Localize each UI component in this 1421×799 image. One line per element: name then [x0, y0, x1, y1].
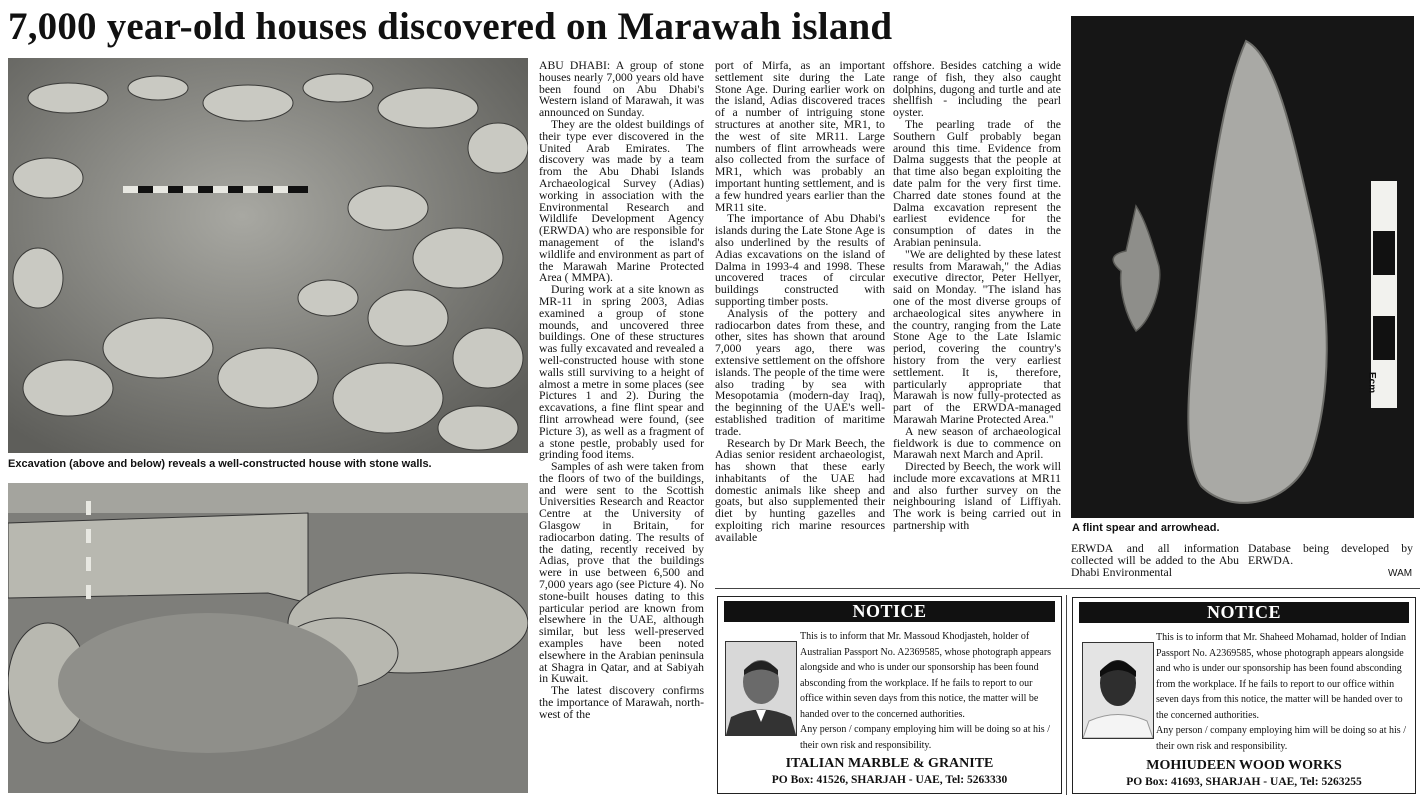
top-photo-caption: Excavation (above and below) reveals a well-constructed house with stone walls. [8, 458, 432, 470]
paragraph: ABU DHABI: A group of stone houses nearly 7,000 years old have been found on Abu Dhabi's Western island of Marawah, it was announced on Sunday. [539, 60, 704, 120]
paragraph: "We are delighted by these latest results from Marawah," the Adias executive director, Peter Hellyer, said on Monday. "The island has one of the most diverse groups of archaeological sites anywhere in the country, ranging from the Late Stone Age to the Late Islamic period, covering the country's history from the very earliest settlement. It is, therefore, particularly appropriate that Marawah is now fully-protected as part of the ERWDA-managed Marawah Marine Protected Area." [893, 247, 1061, 426]
paragraph: port of Mirfa, as an important settlement site during the Late Stone Age. During earlier work on the island, Adias discovered traces of a number of intriguing stone structures at another site, MR1, to the west of site MR11. Large numbers of flint arrowheads were also collected from the surface of MR1, which was probably an important hunting settlement, and is a few hundred years earlier than the MR11 site. [715, 60, 885, 214]
notice-warning: Any person / company employing him will be doing so at his / their own risk and responsibility. [1156, 725, 1406, 752]
news-agency-credit: WAM [1388, 568, 1413, 579]
paragraph: The latest discovery confirms the importance of Marawah, north-west of the [539, 684, 704, 721]
paragraph: offshore. Besides catching a wide range of fish, they also caught dolphins, dugong and turtle and ate shellfish - including the pearl oyster. [893, 60, 1061, 120]
notice-body [1156, 630, 1409, 754]
notice-body [800, 629, 1055, 753]
company-name: ITALIAN MARBLE & GRANITE [785, 756, 994, 771]
column-divider [1066, 595, 1067, 795]
notice-text: This is to inform that Mr. Shaheed Mohamad, holder of Indian Passport No. A2369585, whose photograph appears alongside and who is under our sponsorship has been found absconding from the workplace. If he fails to report to our office within seven days from this notice, the matter will be handed over to the concerned authorities. [1156, 632, 1406, 721]
paragraph: Analysis of the pottery and radiocarbon dates from these, and other, sites has shown that around 7,000 years ago, there was extensive settlement on the offshore islands. The people of the time were also trading by sea with Mesopotamia (modern-day Iraq), the beginning of the UAE's well-established tradition of maritime trade. [715, 306, 885, 438]
notice-title: NOTICE [724, 601, 1055, 622]
excavation-photo-top [8, 58, 528, 453]
absconder-photo [1082, 642, 1154, 739]
article-column-1 [539, 60, 704, 795]
company-name: MOHIUDEEN WOOD WORKS [1146, 758, 1342, 773]
headline: 7,000 year-old houses discovered on Marawah island [8, 5, 893, 48]
right-photo-caption: A flint spear and arrowhead. [1072, 522, 1220, 534]
section-divider [715, 588, 1420, 589]
paragraph: A new season of archaeological fieldwork is due to commence on Marawah next March and April. [893, 424, 1061, 462]
company-address: PO Box: 41693, SHARJAH - UAE, Tel: 5263255 [1126, 776, 1362, 788]
paragraph: During work at a site known as MR-11 in spring 2003, Adias examined a group of stone mounds, and uncovered three buildings. One of these structures was fully excavated and revealed a well-constructed house with stone walls still surviving to a height of almost a metre in some places (see Pictures 1 and 2). During the excavations, a fine flint spear and flint arrowhead were found, (see Picture 3), as well as a fragment of a stone pestle, probably used for grinding food items. [539, 283, 704, 462]
notice-title: NOTICE [1079, 602, 1409, 623]
notice-text: This is to inform that Mr. Massoud Khodjasteh, holder of Australian Passport No. A2369585, whose photograph appears alongside and who is under our sponsorship has been found absconding from the workplace. If he fails to report to our office within seven days from this notice, the matter will be handed over to the concerned authorities. [800, 631, 1052, 720]
paragraph: Database being developed by ERWDA. [1248, 542, 1413, 567]
flint-spear-photo [1071, 16, 1414, 518]
notice-warning: Any person / company employing him will be doing so at his / their own risk and responsibility. [800, 724, 1050, 751]
notice-box-2 [1072, 597, 1416, 794]
article-column-4 [1071, 543, 1239, 578]
article-column-5 [1248, 543, 1413, 567]
article-column-2 [715, 60, 885, 580]
paragraph: Samples of ash were taken from the floors of two of the buildings, and were sent to the Scottish Universities Research and Reactor Centre at the University of Glasgow in Britain, for radiocarbon dating. The results of the dating, recently received by Adias, prove that the buildings were in use between 6,500 and 7,000 years ago (see Picture 4). No stone-built houses dating to this particular period are known from elsewhere in the UAE, although similar, but less well-preserved examples have been noted elsewhere in the Arabian peninsula at Shagra in Qatar, and at Sabiyah in Kuwait. [539, 460, 704, 686]
absconder-photo [725, 641, 797, 736]
notice-box-1 [717, 596, 1062, 794]
paragraph: Research by Dr Mark Beech, the Adias senior resident archaeologist, has shown that these early inhabitants of the UAE had domestic animals like sheep and goats, but also supplemented their diet by hunting gazelles and exploiting rich marine resources available [715, 436, 885, 544]
paragraph: ERWDA and all information collected will be added to the Abu Dhabi Environmental [1071, 542, 1239, 579]
paragraph: They are the oldest buildings of their type ever discovered in the United Arab Emirates. The discovery was made by a team from the Abu Dhabi Islands Archaeological Survey (Adias) working in association with the Environmental Research and Wildlife Development Agency (ERWDA) who are responsible for management of the island's wildlife and environment as part of the Marawah Marine Protected Area ( MMPA). [539, 117, 704, 285]
paragraph: Directed by Beech, the work will include more excavations at MR11 and also further survey on the neighbouring island of Liffiyah. The work is being carried out in partnership with [893, 460, 1061, 533]
paragraph: The importance of Abu Dhabi's islands during the Late Stone Age is also underlined by the results of Adias excavations on the island of Dalma in 1993-4 and 1998. These uncovered traces of circular buildings constructed with supporting timber posts. [715, 212, 885, 308]
company-address: PO Box: 41526, SHARJAH - UAE, Tel: 5263330 [771, 774, 1008, 786]
excavation-photo-bottom [8, 483, 528, 793]
article-column-3 [893, 60, 1061, 580]
paragraph: The pearling trade of the Southern Gulf probably began around this time. Evidence from Dalma suggests that the people at that time also began exploiting the date palm for the very first time. Charred date stones found at the Dalma excavation represent the earliest evidence for the consumption of dates in the Arabian peninsula. [893, 117, 1061, 249]
scale-bar-label: Ecm [1366, 372, 1377, 394]
